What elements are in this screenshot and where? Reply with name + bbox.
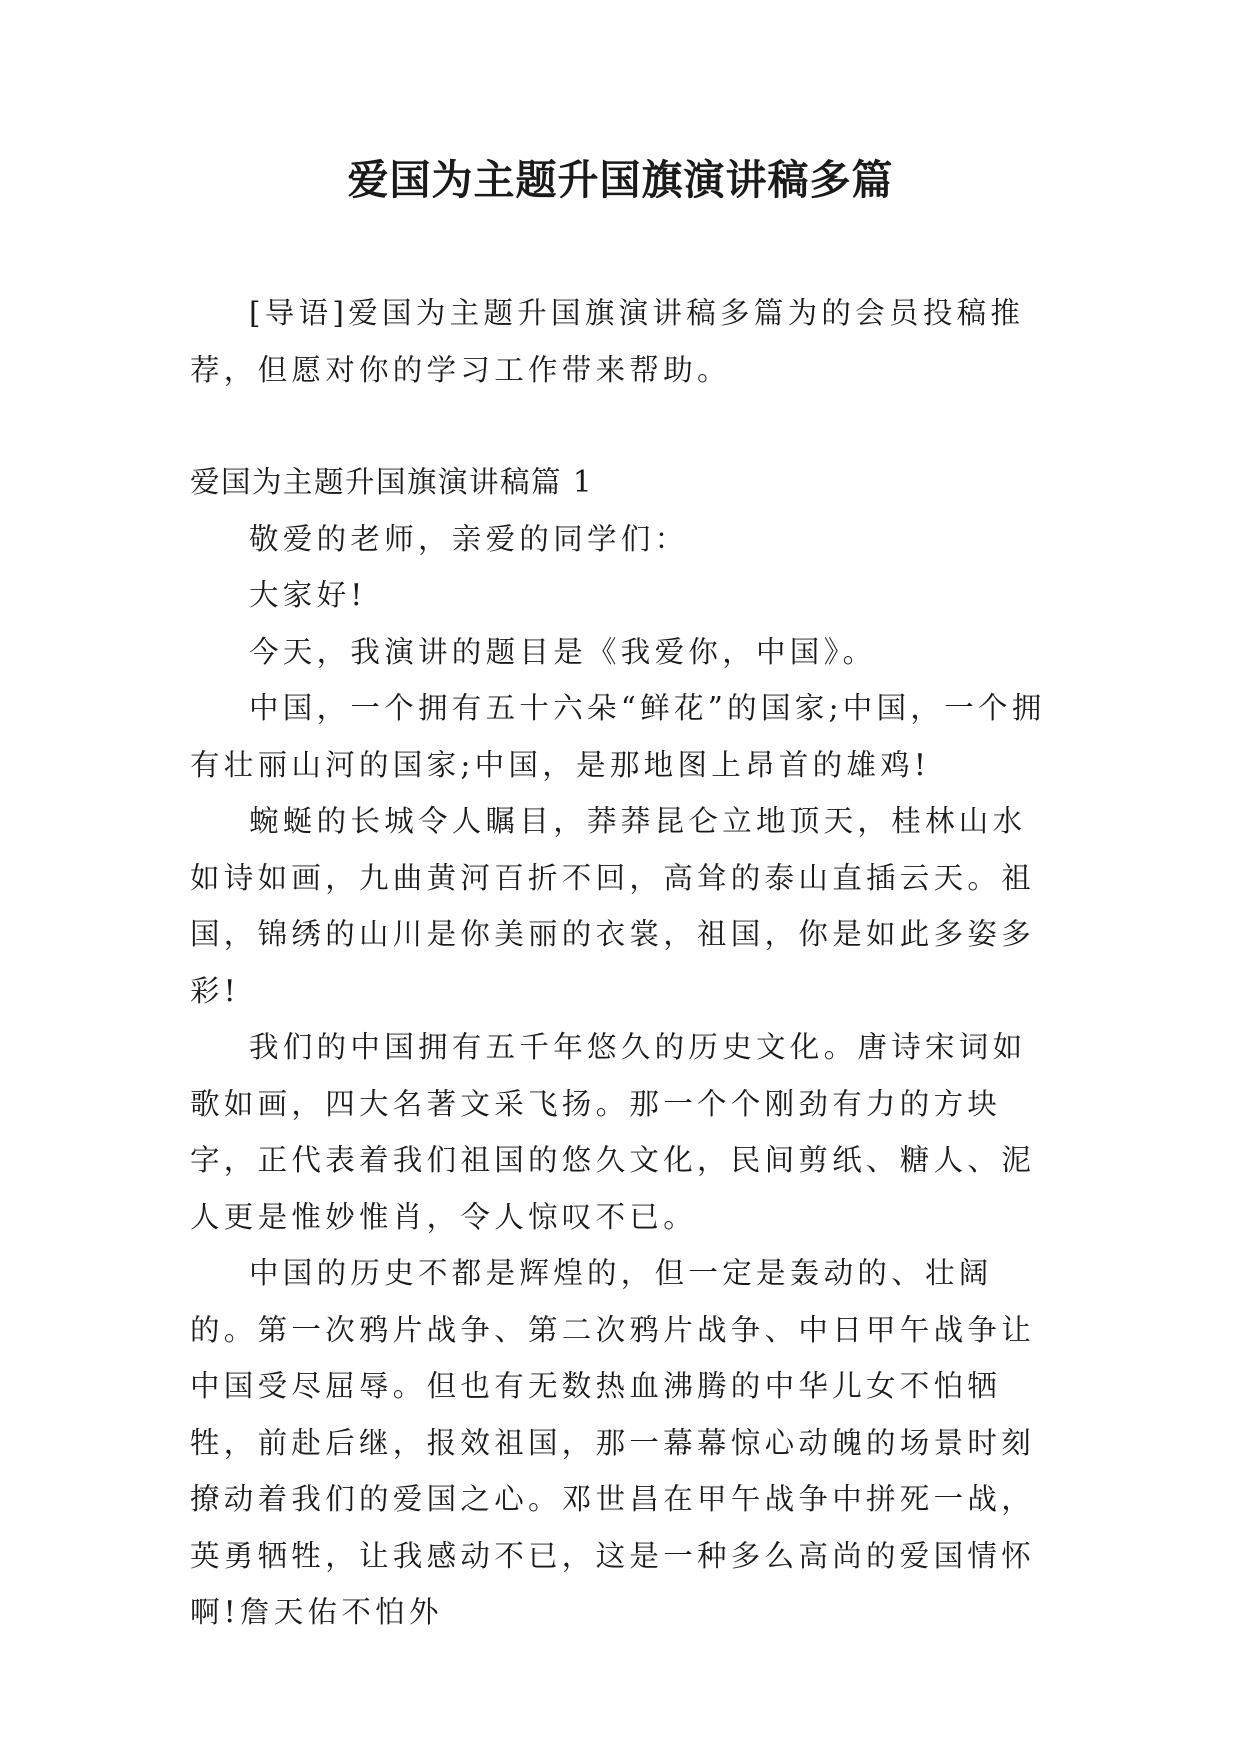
document-title: 爱国为主题升国旗演讲稿多篇 [347,156,894,204]
body-paragraph: 今天，我演讲的题目是《我爱你，中国》。 [249,634,877,669]
document-body [190,285,1050,1641]
body-paragraph: 蜿蜒的长城令人瞩目，莽莽昆仑立地顶天，桂林山水如诗如画，九曲黄河百折不回，高耸的泰山直插云天。祖国，锦绣的山川是你美丽的衣裳，祖国，你是如此多姿多彩! [190,804,1036,1008]
body-paragraph: 敬爱的老师，亲爱的同学们： [249,521,689,556]
intro-paragraph: [导语]爱国为主题升国旗演讲稿多篇为的会员投稿推荐，但愿对你的学习工作带来帮助。 [190,296,1025,387]
body-paragraph: 中国的历史不都是辉煌的，但一定是轰动的、壮阔的。第一次鸦片战争、第二次鸦片战争、中日甲午战争让中国受尽屈辱。但也有无数热血沸腾的中华儿女不怕牺牲，前赴后继，报效祖国，那一幕幕惊心动魄的场景时刻撩动着我们的爱国之心。邓世昌在甲午战争中拼死一战，英勇牺牲，让我感动不已，这是一种多么高尚的爱国情怀啊!詹天佑不怕外 [190,1256,1036,1629]
body-paragraph: 我们的中国拥有五千年悠久的历史文化。唐诗宋词如歌如画，四大名著文采飞扬。那一个个刚劲有力的方块字，正代表着我们祖国的悠久文化，民间剪纸、糖人、泥人更是惟妙惟肖，令人惊叹不已。 [190,1030,1036,1234]
section-heading: 爱国为主题升国旗演讲稿篇 1 [190,465,594,499]
body-paragraph: 大家好! [249,578,367,612]
body-paragraph: 中国，一个拥有五十六朵“鲜花”的国家;中国，一个拥有壮丽山河的国家;中国，是那地图上昂首的雄鸡! [190,691,1046,782]
